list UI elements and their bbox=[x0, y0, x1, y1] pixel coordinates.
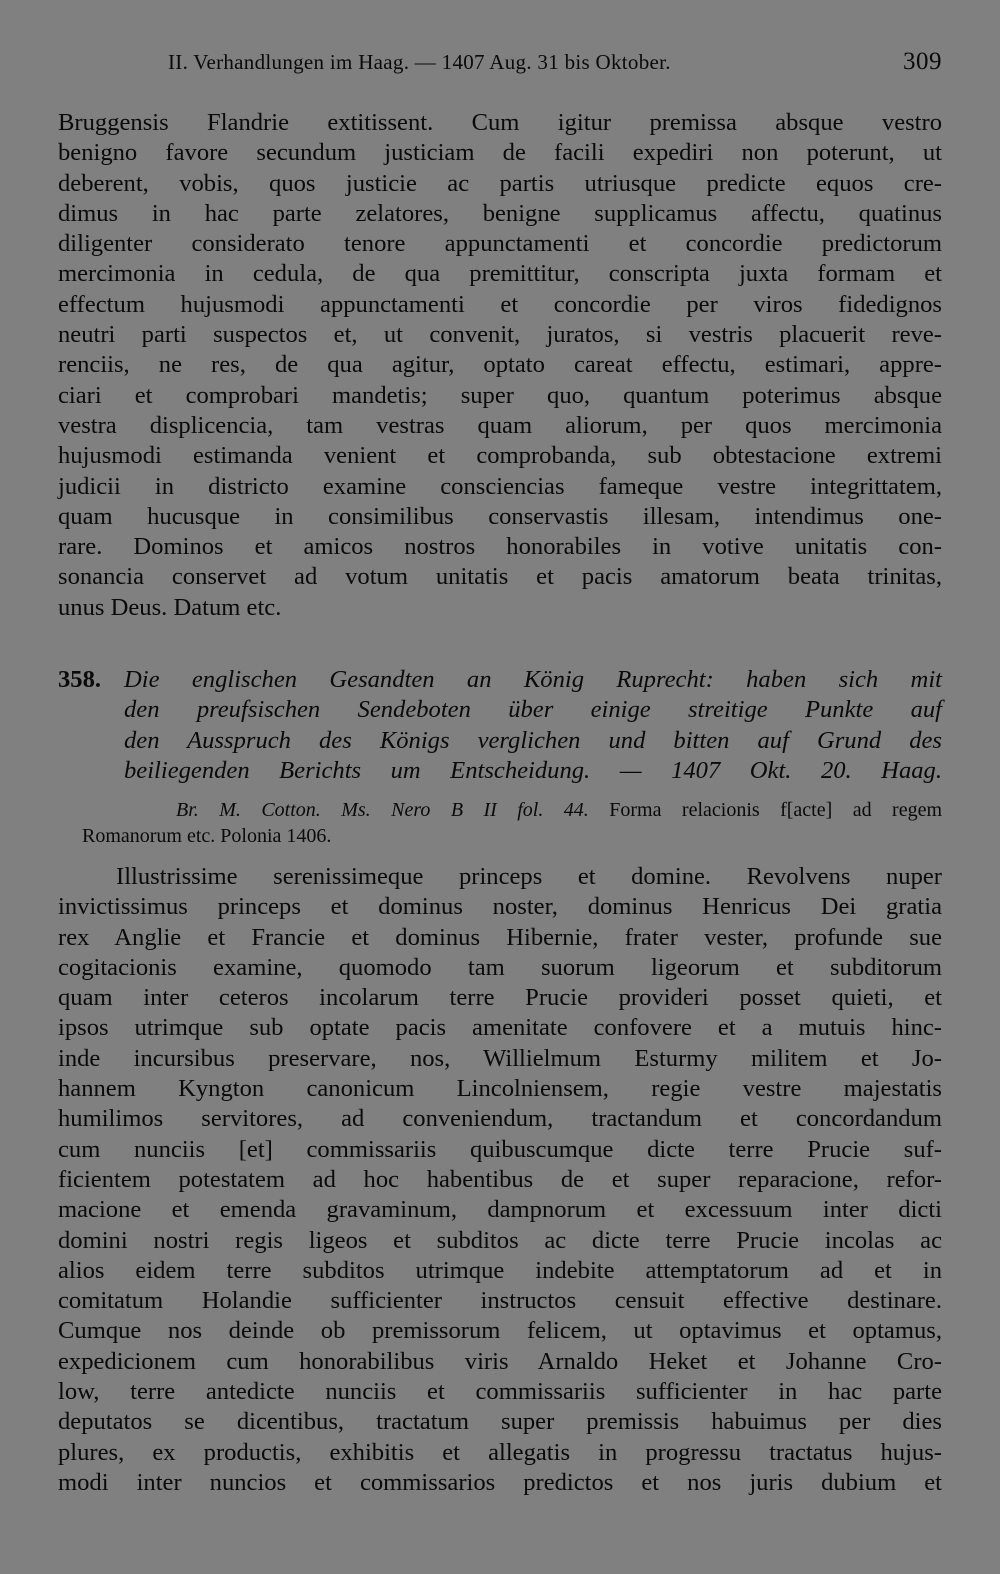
main-paragraph bbox=[58, 862, 942, 1498]
text-line: cum nunciis [et] commissariis quibuscumque dicte terre Prucie suf- bbox=[58, 1135, 942, 1163]
text-line: domini nostri regis ligeos et subditos ac dicte terre Prucie incolas ac bbox=[58, 1226, 942, 1254]
text-line: benigno favore secundum justiciam de facili expediri non poterunt, ut bbox=[58, 139, 942, 167]
text-line: ipsos utrimque sub optate pacis amenitate confovere et a mutuis hinc- bbox=[58, 1014, 942, 1042]
text-line: vestra displicencia, tam vestras quam aliorum, per quos mercimonia bbox=[58, 411, 942, 439]
text-line: Illustrissime serenissimeque princeps et domine. Revolvens nuper bbox=[116, 863, 942, 890]
text-line: ficientem potestatem ad hoc habentibus de et super reparacione, refor- bbox=[58, 1165, 942, 1193]
text-line: renciis, ne res, de qua agitur, optato careat effectu, estimari, appre- bbox=[58, 351, 942, 379]
text-line: Cumque nos deinde ob premissorum felicem, ut optavimus et optamus, bbox=[58, 1317, 942, 1345]
text-line: inde incursibus preservare, nos, Willielmum Esturmy militem et Jo- bbox=[58, 1044, 942, 1072]
text-line: sonancia conservet ad votum unitatis et pacis amatorum beata trinitas, bbox=[58, 563, 942, 591]
source-citation: Br. M. Cotton. Ms. Nero B II fol. 44. bbox=[176, 799, 589, 821]
text-line: rare. Dominos et amicos nostros honorabiles in votive unitatis con- bbox=[58, 533, 942, 561]
heading-line: beiliegenden Berichts um Entscheidung. — 1407 Okt. 20. Haag. bbox=[124, 756, 942, 784]
text-line: low, terre antedicte nunciis et commissariis sufficienter in hac parte bbox=[58, 1378, 942, 1406]
text-line: deputatos se dicentibus, tractatum super premissis habuimus per dies bbox=[58, 1408, 942, 1436]
document-number: 358. bbox=[58, 666, 102, 693]
text-line: hannem Kyngton canonicum Lincolniensem, regie vestre majestatis bbox=[58, 1075, 942, 1103]
text-line: comitatum Holandie sufficienter instructos censuit effective destinare. bbox=[58, 1287, 942, 1315]
source-note bbox=[82, 797, 942, 849]
document-summary bbox=[124, 665, 942, 786]
text-line: Bruggensis Flandrie extitissent. Cum igitur premissa absque vestro bbox=[58, 109, 942, 136]
text-line: effectum hujusmodi appunctamenti et concordie per viros fidedignos bbox=[58, 290, 942, 318]
heading-line: den preufsischen Sendeboten über einige streitige Punkte auf bbox=[124, 696, 942, 724]
text-line: diligenter considerato tenore appunctamenti et concordie predictorum bbox=[58, 230, 942, 258]
text-line: quam hucusque in consimilibus conservastis illesam, intendimus one- bbox=[58, 502, 942, 530]
document-heading bbox=[58, 665, 942, 786]
running-title: II. Verhandlungen im Haag. — 1407 Aug. 31 bis Oktober. bbox=[168, 50, 671, 74]
text-line: judicii in districto examine consciencias fameque vestre integrittatem, bbox=[58, 472, 942, 500]
text-line: dimus in hac parte zelatores, benigne supplicamus affectu, quatinus bbox=[58, 199, 942, 227]
heading-line: den Ausspruch des Königs verglichen und bitten auf Grund des bbox=[124, 726, 942, 754]
text-line: expedicionem cum honorabilibus viris Arnaldo Heket et Johanne Cro- bbox=[58, 1347, 942, 1375]
page-number: 309 bbox=[903, 48, 942, 75]
text-line: humilimos servitores, ad conveniendum, tractandum et concordandum bbox=[58, 1105, 942, 1133]
source-description: Forma relacionis f[acte] ad regem bbox=[609, 799, 943, 821]
heading-line: Die englischen Gesandten an König Ruprecht: haben sich mit bbox=[124, 666, 942, 693]
text-line: rex Anglie et Francie et dominus Hibernie, frater vester, profunde sue bbox=[58, 923, 942, 951]
source-line bbox=[82, 797, 942, 823]
text-line: plures, ex productis, exhibitis et allegatis in progressu tractatus hujus- bbox=[58, 1438, 942, 1466]
text-line: neutri parti suspectos et, ut convenit, juratos, si vestris placuerit reve- bbox=[58, 321, 942, 349]
text-line: mercimonia in cedula, de qua premittitur, conscripta juxta formam et bbox=[58, 260, 942, 288]
text-line: quam inter ceteros incolarum terre Prucie provideri posset quieti, et bbox=[58, 984, 942, 1012]
text-line: unus Deus. Datum etc. bbox=[58, 593, 282, 621]
text-line: invictissimus princeps et dominus noster, dominus Henricus Dei gratia bbox=[58, 893, 942, 921]
text-line: hujusmodi estimanda venient et comprobanda, sub obtestacione extremi bbox=[58, 442, 942, 470]
text-line: macione et emenda gravaminum, dampnorum et excessuum inter dicti bbox=[58, 1196, 942, 1224]
text-line: ciari et comprobari mandetis; super quo, quantum poterimus absque bbox=[58, 381, 942, 409]
continued-paragraph bbox=[58, 108, 942, 623]
source-line: Romanorum etc. Polonia 1406. bbox=[82, 825, 332, 847]
running-head bbox=[60, 50, 942, 80]
text-line: cogitacionis examine, quomodo tam suorum ligeorum et subditorum bbox=[58, 953, 942, 981]
text-line: alios eidem terre subditos utrimque indebite attemptatorum ad et in bbox=[58, 1256, 942, 1284]
text-line: modi inter nuncios et commissarios predictos et nos juris dubium et bbox=[58, 1468, 942, 1496]
text-line: deberent, vobis, quos justicie ac partis utriusque predicte equos cre- bbox=[58, 169, 942, 197]
